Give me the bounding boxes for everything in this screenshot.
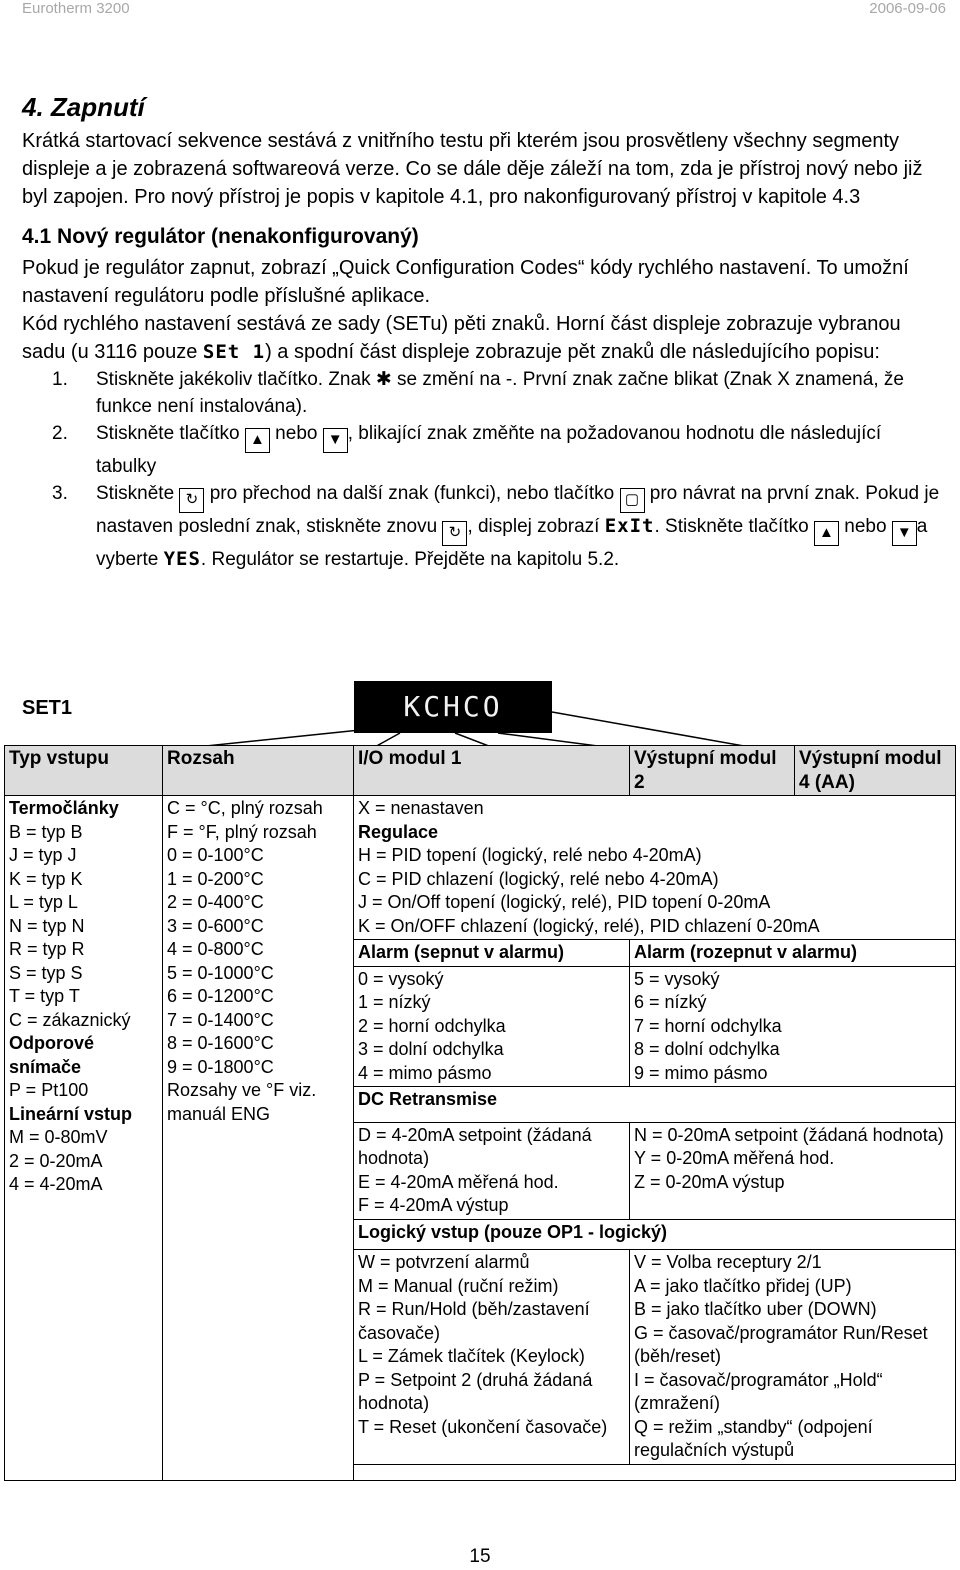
subsection-para1: Pokud je regulátor zapnut, zobrazí „Quick Configuration Codes“ kódy rychlého nastavení. To umožní nastavení regulátoru podle příslušné aplikace.	[22, 257, 909, 307]
table-cell-line: J = typ J	[9, 845, 77, 865]
logic-right-cell	[630, 1250, 956, 1465]
down-arrow-key-icon: ▼	[892, 521, 917, 546]
dc-left-cell	[354, 1122, 630, 1219]
table-cell-line: 8 = dolní odchylka	[634, 1039, 780, 1059]
table-cell-line: 6 = nízký	[634, 992, 707, 1012]
table-cell-line: M = 0-80mV	[9, 1127, 108, 1147]
asterisk-icon: ✱	[375, 369, 392, 390]
header-output-module-2: Výstupní modul 2	[630, 746, 795, 796]
table-cell-line: C = zákaznický	[9, 1009, 131, 1030]
section-title: 4. Zapnutí	[22, 92, 145, 122]
header-io-module-1: I/O modul 1	[354, 746, 630, 796]
table-cell-line: V = Volba receptury 2/1	[634, 1252, 822, 1272]
up-arrow-key-icon: ▲	[245, 428, 270, 453]
alarm-off-title: Alarm (rozepnut v alarmu)	[630, 940, 956, 967]
table-cell-line: G = časovač/programátor Run/Reset (běh/reset)	[634, 1322, 928, 1366]
header-date: 2006-09-06	[869, 0, 946, 17]
table-cell-line: Regulace	[358, 821, 439, 842]
table-cell-line: 0 = vysoký	[358, 968, 444, 989]
table-spacer-cell	[354, 1464, 956, 1480]
table-cell-line: T = typ T	[9, 986, 80, 1006]
step-item: 3. Stiskněte ↻ pro přechod na další znak (funkci), nebo tlačítko ▢ pro návrat na první znak. Pokud je nastaven poslední znak, stiskněte znovu ↻ , displej zobrazí ExIt. Stiskněte tlačítko ▲ nebo ▼ a vyberte YES. Regulátor se restartuje. Přejděte na kapitolu 5.2.	[52, 483, 940, 570]
table-cell-line: 3 = dolní odchylka	[358, 1039, 504, 1059]
table-cell-line: K = typ K	[9, 868, 83, 889]
table-cell-line: Rozsahy ve °F viz. manuál ENG	[167, 1080, 317, 1124]
table-cell-line: L = typ L	[9, 892, 78, 912]
lcd-display: KCHCO	[354, 681, 552, 733]
seg-display-set1: SEt 1	[202, 341, 266, 363]
table-cell-line: 7 = 0-1400°C	[167, 1009, 274, 1030]
seg-display-yes: YES	[163, 548, 201, 570]
header-output-module-4: Výstupní modul 4 (AA)	[795, 746, 956, 796]
table-cell-line: A = jako tlačítko přidej (UP)	[634, 1275, 852, 1296]
alarm-off-cell	[630, 966, 956, 1087]
table-cell-line: N = typ N	[9, 915, 85, 936]
table-cell-line: F = 4-20mA výstup	[358, 1195, 509, 1215]
header-input-type: Typ vstupu	[5, 746, 163, 796]
table-cell-line: M = Manual (ruční režim)	[358, 1275, 559, 1296]
table-cell-line: Y = 0-20mA měřená hod.	[634, 1148, 835, 1168]
alarm-on-title: Alarm (sepnut v alarmu)	[354, 940, 630, 967]
table-cell-line: T = Reset (ukončení časovače)	[358, 1416, 608, 1437]
alarm-on-cell	[354, 966, 630, 1087]
table-cell-line: R = typ R	[9, 939, 85, 959]
table-cell-line: 8 = 0-1600°C	[167, 1033, 274, 1053]
table-cell-line: 2 = 0-400°C	[167, 892, 264, 912]
table-cell-line: E = 4-20mA měřená hod.	[358, 1171, 559, 1192]
table-cell-line: H = PID topení (logický, relé nebo 4-20mA)	[358, 845, 702, 865]
logic-left-cell	[354, 1250, 630, 1465]
down-arrow-key-icon: ▼	[323, 428, 348, 453]
subsection-title: 4.1 Nový regulátor (nenakonfigurovaný)	[22, 225, 419, 248]
table-cell-line: W = potvrzení alarmů	[358, 1252, 530, 1272]
table-cell-line: 3 = 0-600°C	[167, 915, 264, 936]
up-arrow-key-icon: ▲	[814, 521, 839, 546]
input-type-column	[5, 796, 163, 1481]
table-cell-line: C = °C, plný rozsah	[167, 798, 323, 818]
step-item: 1. Stiskněte jakékoliv tlačítko. Znak ✱ se změní na -. První znak začne blikat (Znak X znamená, že funkce není instalována).	[52, 369, 904, 417]
table-cell-line: J = On/Off topení (logický, relé), PID topení 0-20mA	[358, 892, 771, 912]
table-cell-line: C = PID chlazení (logický, relé nebo 4-20mA)	[358, 868, 719, 889]
table-cell-line: D = 4-20mA setpoint (žádaná hodnota)	[358, 1124, 592, 1168]
table-cell-line: B = jako tlačítko uber (DOWN)	[634, 1299, 877, 1319]
table-cell-line: Lineární vstup	[9, 1103, 133, 1124]
table-cell-line: 2 = 0-20mA	[9, 1150, 103, 1171]
table-cell-line: 7 = horní odchylka	[634, 1015, 782, 1036]
table-cell-line: R = Run/Hold (běh/zastavení časovače)	[358, 1299, 590, 1343]
table-cell-line: 0 = 0-100°C	[167, 845, 264, 865]
page-key-icon: ▢	[620, 488, 645, 513]
page-number: 15	[469, 1546, 491, 1567]
table-cell-line: 1 = 0-200°C	[167, 868, 264, 889]
table-cell-line: L = Zámek tlačítek (Keylock)	[358, 1346, 585, 1366]
table-cell-line: 4 = 4-20mA	[9, 1174, 103, 1194]
table-cell-line: Q = režim „standby“ (odpojení regulačních výstupů	[634, 1416, 873, 1460]
seg-display-exit: ExIt	[604, 515, 655, 537]
dc-right-cell	[630, 1122, 956, 1219]
logic-input-title: Logický vstup (pouze OP1 - logický)	[354, 1219, 956, 1250]
table-cell-line: 5 = 0-1000°C	[167, 962, 274, 983]
table-cell-line: F = °F, plný rozsah	[167, 821, 317, 842]
table-cell-line: X = nenastaven	[358, 798, 484, 818]
table-cell-line: 2 = horní odchylka	[358, 1015, 506, 1036]
table-cell-line: S = typ S	[9, 962, 83, 983]
table-cell-line: 9 = mimo pásmo	[634, 1062, 768, 1083]
table-cell-line: 4 = mimo pásmo	[358, 1062, 492, 1083]
table-cell-line: Odporové snímače	[9, 1033, 95, 1077]
table-cell-line: P = Setpoint 2 (druhá žádaná hodnota)	[358, 1369, 593, 1413]
scroll-key-icon: ↻	[179, 488, 204, 513]
table-cell-line: 6 = 0-1200°C	[167, 986, 274, 1006]
scroll-key-icon: ↻	[442, 521, 467, 546]
header-range: Rozsah	[163, 746, 354, 796]
dc-retransmission-title: DC Retransmise	[354, 1087, 956, 1123]
table-cell-line: 9 = 0-1800°C	[167, 1056, 274, 1077]
table-cell-line: 5 = vysoký	[634, 968, 720, 989]
table-cell-line: N = 0-20mA setpoint (žádaná hodnota)	[634, 1124, 944, 1145]
subsection-para2: Kód rychlého nastavení sestává ze sady (SETu) pěti znaků. Horní část displeje zobrazuje vybranou sadu (u 3116 pouze SEt 1) a spodní část displeje zobrazuje pět znaků dle následujícího popisu:	[22, 313, 901, 363]
table-cell-line: P = Pt100	[9, 1080, 89, 1100]
table-cell-line: 4 = 0-800°C	[167, 939, 264, 959]
header-product: Eurotherm 3200	[22, 0, 130, 17]
regulation-cell	[354, 796, 956, 940]
step-item: 2. Stiskněte tlačítko ▲ nebo ▼ , blikající znak změňte na požadovanou hodnotu dle následující tabulky	[52, 423, 882, 477]
table-cell-line: B = typ B	[9, 821, 83, 842]
intro-paragraph: Krátká startovací sekvence sestává z vnitřního testu při kterém jsou prosvětleny všechny segmenty displeje a je zobrazená softwareová verze. Co se dále děje záleží na tom, zda je přístroj nový nebo již byl zapojen. Pro nový přístroj je popis v kapitole 4.1, pro nakonfigurovaný přístroj v kapitole 4.3	[22, 130, 923, 208]
set-label: SET1	[22, 697, 73, 719]
table-cell-line: Termočlánky	[9, 798, 119, 818]
table-cell-line: 1 = nízký	[358, 992, 431, 1012]
range-column	[163, 796, 354, 1481]
table-cell-line: K = On/OFF chlazení (logický, relé), PID chlazení 0-20mA	[358, 915, 820, 936]
table-cell-line: Z = 0-20mA výstup	[634, 1171, 785, 1192]
config-table	[4, 745, 956, 1481]
table-cell-line: I = časovač/programátor „Hold“ (zmražení)	[634, 1369, 883, 1413]
